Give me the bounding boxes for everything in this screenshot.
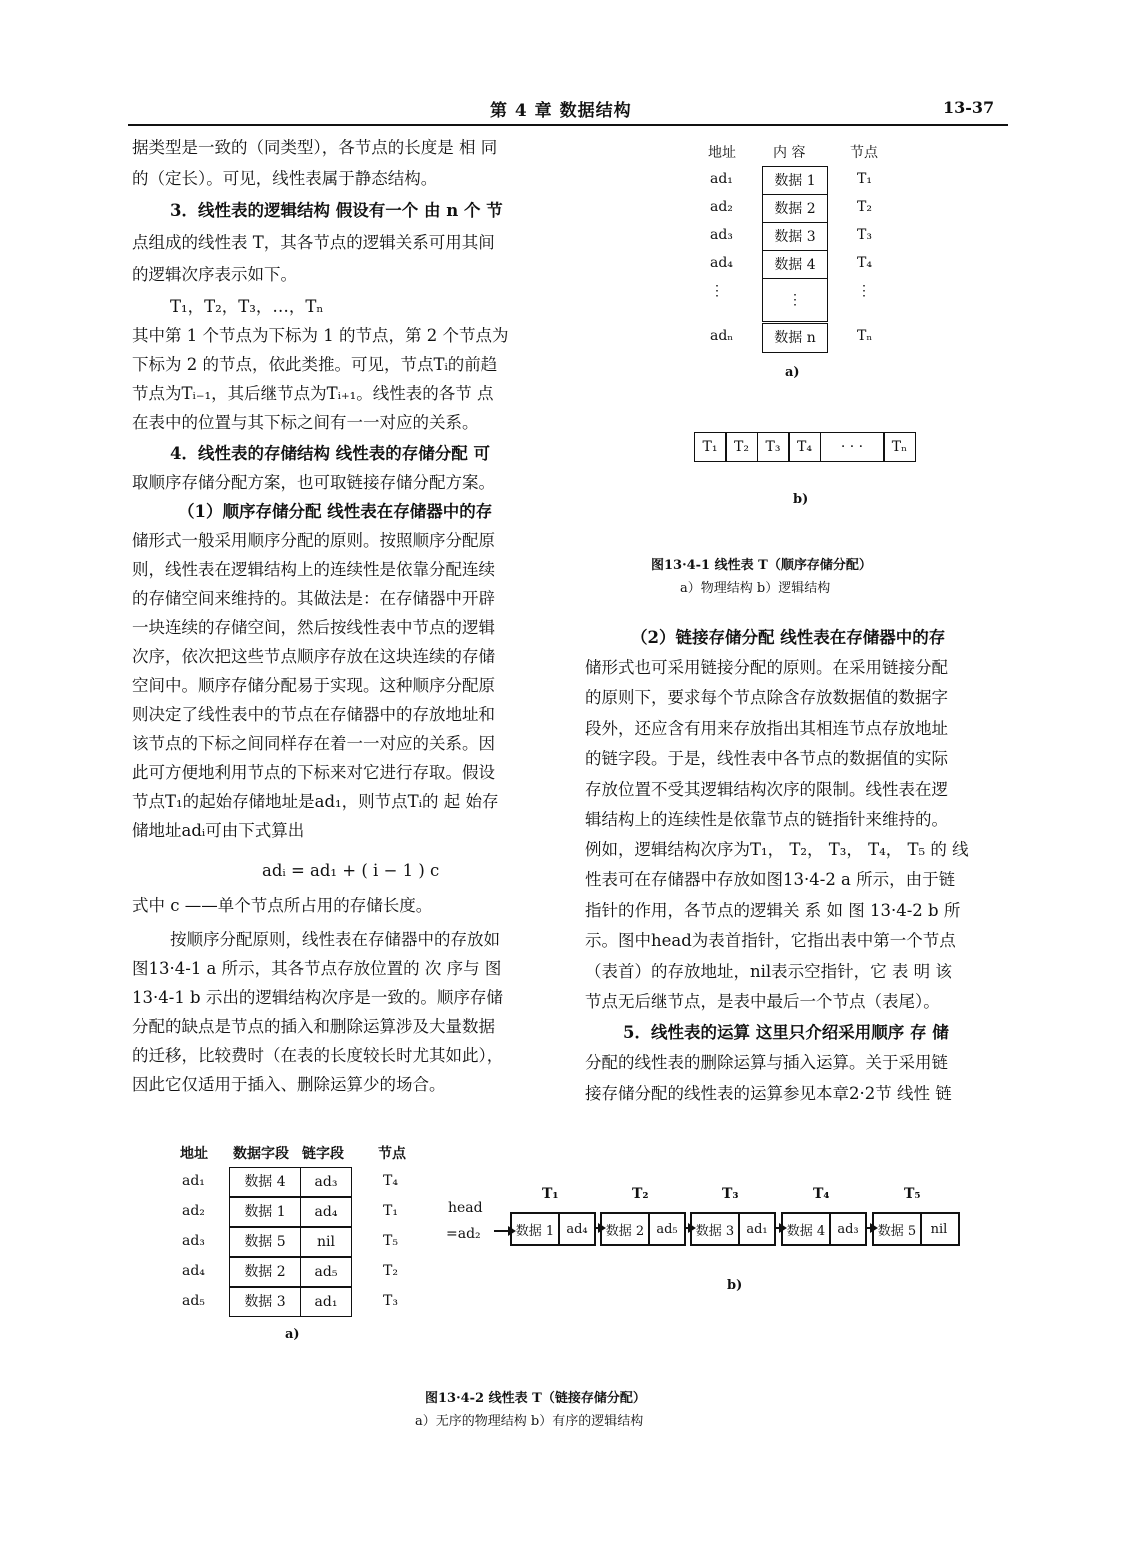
fig1-address: ad₂ — [710, 199, 733, 215]
left-text-line: 按顺序分配原则，线性表在存储器中的存放如 — [170, 930, 500, 949]
left-text-line: 取顺序存储分配方案，也可取链接存储分配方案。 — [132, 473, 495, 492]
fig1b-seq-cell: · · · — [820, 432, 884, 462]
left-text-line: 据类型是一致的（同类型），各节点的长度是 相 同 — [132, 138, 498, 157]
link-arrow — [865, 1227, 872, 1229]
fig2-node: T₄ — [383, 1173, 398, 1189]
fig1-content-cell: ⋮ — [762, 278, 828, 322]
left-text-line: 分配的缺点是节点的插入和删除运算涉及大量数据 — [132, 1017, 495, 1036]
fig1-content-cell: 数据 3 — [762, 222, 828, 252]
node-data-field: 数据 4 — [783, 1214, 831, 1244]
fig1-content-cell: 数据 n — [762, 323, 828, 353]
fig1-node: T₂ — [857, 199, 872, 215]
right-text-line: 示。图中head为表首指针，它指出表中第一个节点 — [585, 931, 956, 950]
node-link-field: ad₁ — [746, 1221, 768, 1237]
right-text-line: 的链字段。于是，线性表中各节点的数据值的实际 — [585, 749, 948, 768]
fig1-caption: 图13·4-1 线性表 T（顺序存储分配） — [651, 558, 872, 573]
left-text-line: adᵢ = ad₁ + ( i − 1 ) c — [262, 861, 440, 880]
fig2-header-data: 数据字段 — [233, 1146, 289, 1162]
linked-list-node — [510, 1212, 596, 1246]
linked-list-node — [690, 1212, 776, 1246]
fig2-header-address: 地址 — [180, 1146, 208, 1162]
linked-list-node — [600, 1212, 686, 1246]
right-text-line: 指针的作用，各节点的逻辑关 系 如 图 13·4-2 b 所 — [585, 901, 961, 920]
fig1-subcaption: a）物理结构 b）逻辑结构 — [680, 581, 831, 596]
node-data-field: 数据 2 — [602, 1214, 650, 1244]
fig2-node: T₃ — [383, 1293, 398, 1309]
fig1-node: Tₙ — [857, 328, 873, 344]
node-data-field: 数据 1 — [512, 1214, 560, 1244]
fig2-chain-node-label: T₂ — [632, 1186, 649, 1202]
left-text-line: 的存储空间来维持的。其做法是：在存储器中开辟 — [132, 589, 495, 608]
left-text-line: 图13·4-1 a 所示，其各节点存放位置的 次 序与 图 — [132, 959, 502, 978]
left-text-line: 在表中的位置与其下标之间有一一对应的关系。 — [132, 413, 479, 432]
fig1-node: T₄ — [857, 255, 872, 271]
left-text-line: 此可方便地利用节点的下标来对它进行存取。假设 — [132, 763, 495, 782]
right-text-line: 例如，逻辑结构次序为T₁， T₂， T₃， T₄， T₅ 的 线 — [585, 840, 969, 859]
right-text-line: 存放位置不受其逻辑结构次序的限制。线性表在逻 — [585, 780, 948, 799]
fig2-caption: 图13·4-2 线性表 T（链接存储分配） — [425, 1391, 646, 1406]
fig2-head-label: head — [448, 1200, 483, 1216]
fig2-link-cell: ad₄ — [300, 1197, 352, 1227]
left-text-line: 式中 c ——单个节点所占用的存储长度。 — [132, 896, 433, 915]
right-text-line: 储形式也可采用链接分配的原则。在采用链接分配 — [585, 658, 948, 677]
fig1-content-cell: 数据 1 — [762, 166, 828, 196]
fig2-chain-node-label: T₅ — [904, 1186, 921, 1202]
fig1-header-node: 节点 — [850, 145, 878, 161]
left-text-line: 节点为Tᵢ₋₁，其后继节点为Tᵢ₊₁。线性表的各节 点 — [132, 384, 494, 403]
fig1b-label: b) — [793, 492, 809, 507]
fig1b-seq-cell: T₄ — [789, 432, 821, 462]
node-link-field: ad₄ — [566, 1221, 588, 1237]
left-text-line: 则，线性表在逻辑结构上的连续性是依靠分配连续 — [132, 560, 495, 579]
fig1-node: T₁ — [857, 171, 872, 187]
fig2-link-cell: ad₁ — [300, 1287, 352, 1317]
left-text-line: 3．线性表的逻辑结构 假设有一个 由 n 个 节 — [170, 201, 503, 220]
fig2-header-link: 链字段 — [302, 1146, 344, 1162]
linked-list-node — [872, 1212, 960, 1246]
fig2-data-cell: 数据 1 — [229, 1197, 301, 1227]
fig2-data-cell: 数据 5 — [229, 1227, 301, 1257]
left-text-line: 该节点的下标之间同样存在着一一对应的关系。因 — [132, 734, 495, 753]
right-text-line: 段外，还应含有用来存放指出其相连节点存放地址 — [585, 719, 948, 738]
node-link-field: nil — [930, 1221, 948, 1237]
left-text-line: 次序，依次把这些节点顺序存放在这块连续的存储 — [132, 647, 495, 666]
left-text-line: 储地址adᵢ可由下式算出 — [132, 821, 305, 840]
page-number: 13-37 — [943, 98, 995, 117]
fig1-header-address: 地址 — [708, 145, 736, 161]
left-text-line: 点组成的线性表 T，其各节点的逻辑关系可用其间 — [132, 233, 495, 252]
fig2-chain-node-label: T₄ — [813, 1186, 830, 1202]
fig2-data-cell: 数据 2 — [229, 1257, 301, 1287]
right-text-line: 分配的线性表的删除运算与插入运算。关于采用链 — [585, 1053, 948, 1072]
fig2-subcaption: a）无序的物理结构 b）有序的逻辑结构 — [415, 1414, 644, 1429]
fig1a-label: a) — [785, 365, 800, 380]
fig1b-seq-cell: Tₙ — [884, 432, 916, 462]
left-text-line: 节点T₁的起始存储地址是ad₁，则节点Tᵢ的 起 始存 — [132, 792, 499, 811]
fig1-address: ad₄ — [710, 255, 733, 271]
fig2-chain-node-label: T₃ — [722, 1186, 739, 1202]
fig2-link-cell: ad₃ — [300, 1167, 352, 1197]
fig2-address: ad₃ — [182, 1233, 205, 1249]
left-text-line: 下标为 2 的节点，依此类推。可见，节点Tᵢ的前趋 — [132, 355, 498, 374]
left-text-line: 一块连续的存储空间，然后按线性表中节点的逻辑 — [132, 618, 495, 637]
linked-list-node — [781, 1212, 867, 1246]
right-text-line: 的原则下，要求每个节点除含存放数据值的数据字 — [585, 688, 948, 707]
fig2-link-cell: ad₅ — [300, 1257, 352, 1287]
chapter-title: 第 4 章 数据结构 — [490, 101, 632, 121]
left-text-line: 的逻辑次序表示如下。 — [132, 265, 297, 284]
fig1-content-cell: 数据 2 — [762, 194, 828, 224]
fig1-node: ⋮ — [857, 283, 871, 299]
fig2-header-node: 节点 — [378, 1146, 406, 1162]
left-text-line: 4．线性表的存储结构 线性表的存储分配 可 — [170, 444, 490, 463]
left-text-line: 因此它仅适用于插入、删除运算少的场合。 — [132, 1075, 446, 1094]
fig1-address: ⋮ — [710, 283, 724, 299]
left-text-line: （1）顺序存储分配 线性表在存储器中的存 — [178, 502, 493, 521]
node-data-field: 数据 3 — [692, 1214, 740, 1244]
left-text-line: 13·4-1 b 示出的逻辑结构次序是一致的。顺序存储 — [132, 988, 503, 1007]
fig2-address: ad₅ — [182, 1293, 205, 1309]
left-text-line: 则决定了线性表中的节点在存储器中的存放地址和 — [132, 705, 495, 724]
right-text-line: 5．线性表的运算 这里只介绍采用顺序 存 储 — [623, 1023, 949, 1042]
fig1-node: T₃ — [857, 227, 872, 243]
fig1b-seq-cell: T₃ — [757, 432, 789, 462]
fig2-link-cell: nil — [300, 1227, 352, 1257]
fig1-address: adₙ — [710, 328, 734, 344]
node-link-field: ad₅ — [656, 1221, 678, 1237]
left-text-line: 空间中。顺序存储分配易于实现。这种顺序分配原 — [132, 676, 495, 695]
left-text-line: 的迁移，比较费时（在表的长度较长时尤其如此）， — [132, 1046, 504, 1065]
fig2-node: T₂ — [383, 1263, 398, 1279]
fig2-address: ad₁ — [182, 1173, 205, 1189]
right-text-line: 接存储分配的线性表的运算参见本章2·2节 线性 链 — [585, 1084, 952, 1103]
right-text-line: 辑结构上的连续性是依靠节点的链指针来维持的。 — [585, 810, 948, 829]
fig2-node: T₅ — [383, 1233, 398, 1249]
left-text-line: 其中第 1 个节点为下标为 1 的节点，第 2 个节点为 — [132, 326, 509, 345]
fig1b-seq-cell: T₂ — [726, 432, 758, 462]
right-text-line: （2）链接存储分配 线性表在存储器中的存 — [631, 628, 946, 647]
fig1b-seq-cell: T₁ — [694, 432, 726, 462]
right-text-line: 节点无后继节点，是表中最后一个节点（表尾）。 — [585, 992, 940, 1011]
right-text-line: （表首）的存放地址，nil表示空指针，它 表 明 该 — [585, 962, 952, 981]
node-link-field: ad₃ — [837, 1221, 859, 1237]
fig1-header-content: 内 容 — [773, 145, 806, 161]
left-text-line: 的（定长）。可见，线性表属于静态结构。 — [132, 169, 438, 188]
fig2-address: ad₄ — [182, 1263, 205, 1279]
fig1-address: ad₃ — [710, 227, 733, 243]
header-rule — [128, 124, 1008, 126]
fig2-head-address: =ad₂ — [446, 1226, 481, 1242]
head-pointer-arrow — [494, 1230, 510, 1232]
fig2-address: ad₂ — [182, 1203, 205, 1219]
fig2-data-cell: 数据 4 — [229, 1167, 301, 1197]
left-text-line: 储形式一般采用顺序分配的原则。按照顺序分配原 — [132, 531, 495, 550]
fig2-data-cell: 数据 3 — [229, 1287, 301, 1317]
fig1-address: ad₁ — [710, 171, 733, 187]
fig2b-label: b) — [727, 1278, 743, 1293]
right-text-line: 性表可在存储器中存放如图13·4-2 a 所示，由于链 — [585, 870, 956, 889]
fig2-node: T₁ — [383, 1203, 398, 1219]
node-data-field: 数据 5 — [874, 1214, 922, 1244]
left-text-line: T₁，T₂，T₃，…，Tₙ — [170, 297, 324, 316]
link-arrow — [774, 1227, 781, 1229]
fig2a-label: a) — [285, 1327, 300, 1342]
fig2-chain-node-label: T₁ — [542, 1186, 559, 1202]
fig1-content-cell: 数据 4 — [762, 250, 828, 280]
